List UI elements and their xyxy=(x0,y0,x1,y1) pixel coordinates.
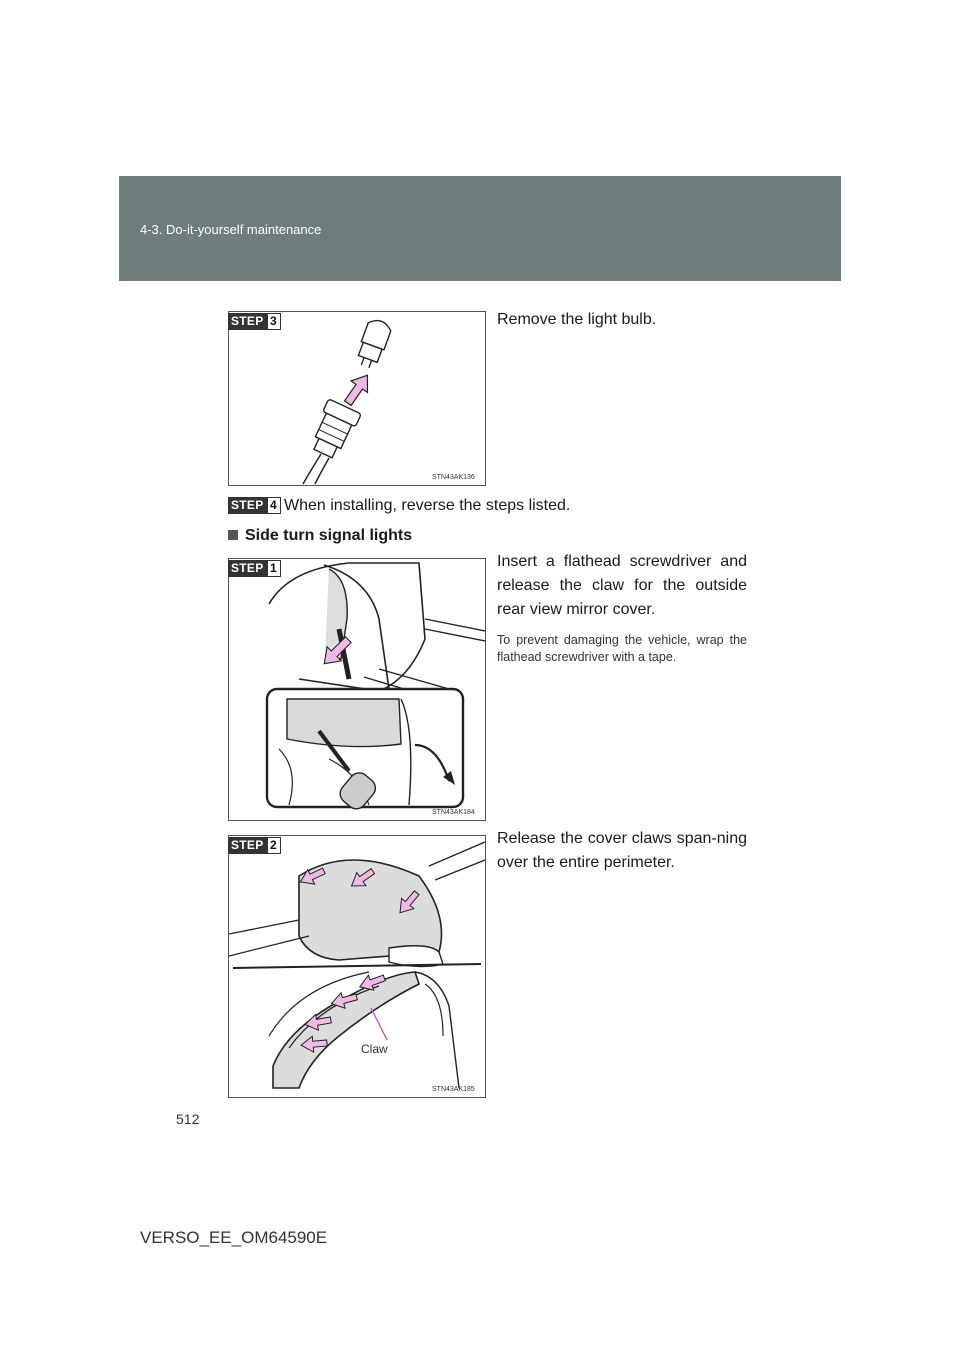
step-2-badge: STEP 2 xyxy=(228,837,281,854)
heading-square-icon xyxy=(228,530,238,540)
step-1-text: Insert a flathead screwdriver and release the claw for the outside rear view mirror cover. xyxy=(497,553,747,618)
step-4-text: When installing, reverse the steps listed. xyxy=(284,497,571,514)
step-4-badge: STEP 4 xyxy=(228,497,281,514)
bulb-removal-illustration xyxy=(229,312,485,485)
step-1-note: To prevent damaging the vehicle, wrap the flathead screwdriver with a tape. xyxy=(497,633,747,664)
figure-release-claw xyxy=(228,558,486,821)
section-title: 4-3. Do-it-yourself maintenance xyxy=(140,222,322,237)
figure-release-cover-claws xyxy=(228,835,486,1098)
page-number: 512 xyxy=(176,1111,200,1127)
figure-remove-bulb xyxy=(228,311,486,486)
step-3-badge: STEP 3 xyxy=(228,313,281,330)
section-heading: Side turn signal lights xyxy=(228,527,412,545)
mirror-cover-claw-illustration xyxy=(229,559,485,820)
claw-callout-label: Claw xyxy=(361,1042,388,1056)
figure-code-step1: STN43AK184 xyxy=(432,809,475,816)
figure-code-step3: STN43AK136 xyxy=(432,474,475,481)
step-2-text: Release the cover claws span-ning over the entire perimeter. xyxy=(497,830,747,871)
step-3-text: Remove the light bulb. xyxy=(497,311,657,328)
document-code: VERSO_EE_OM64590E xyxy=(140,1228,328,1247)
step-1-badge: STEP 1 xyxy=(228,560,281,577)
figure-code-step2: STN43AK185 xyxy=(432,1086,475,1093)
mirror-cover-perimeter-illustration xyxy=(229,836,485,1097)
